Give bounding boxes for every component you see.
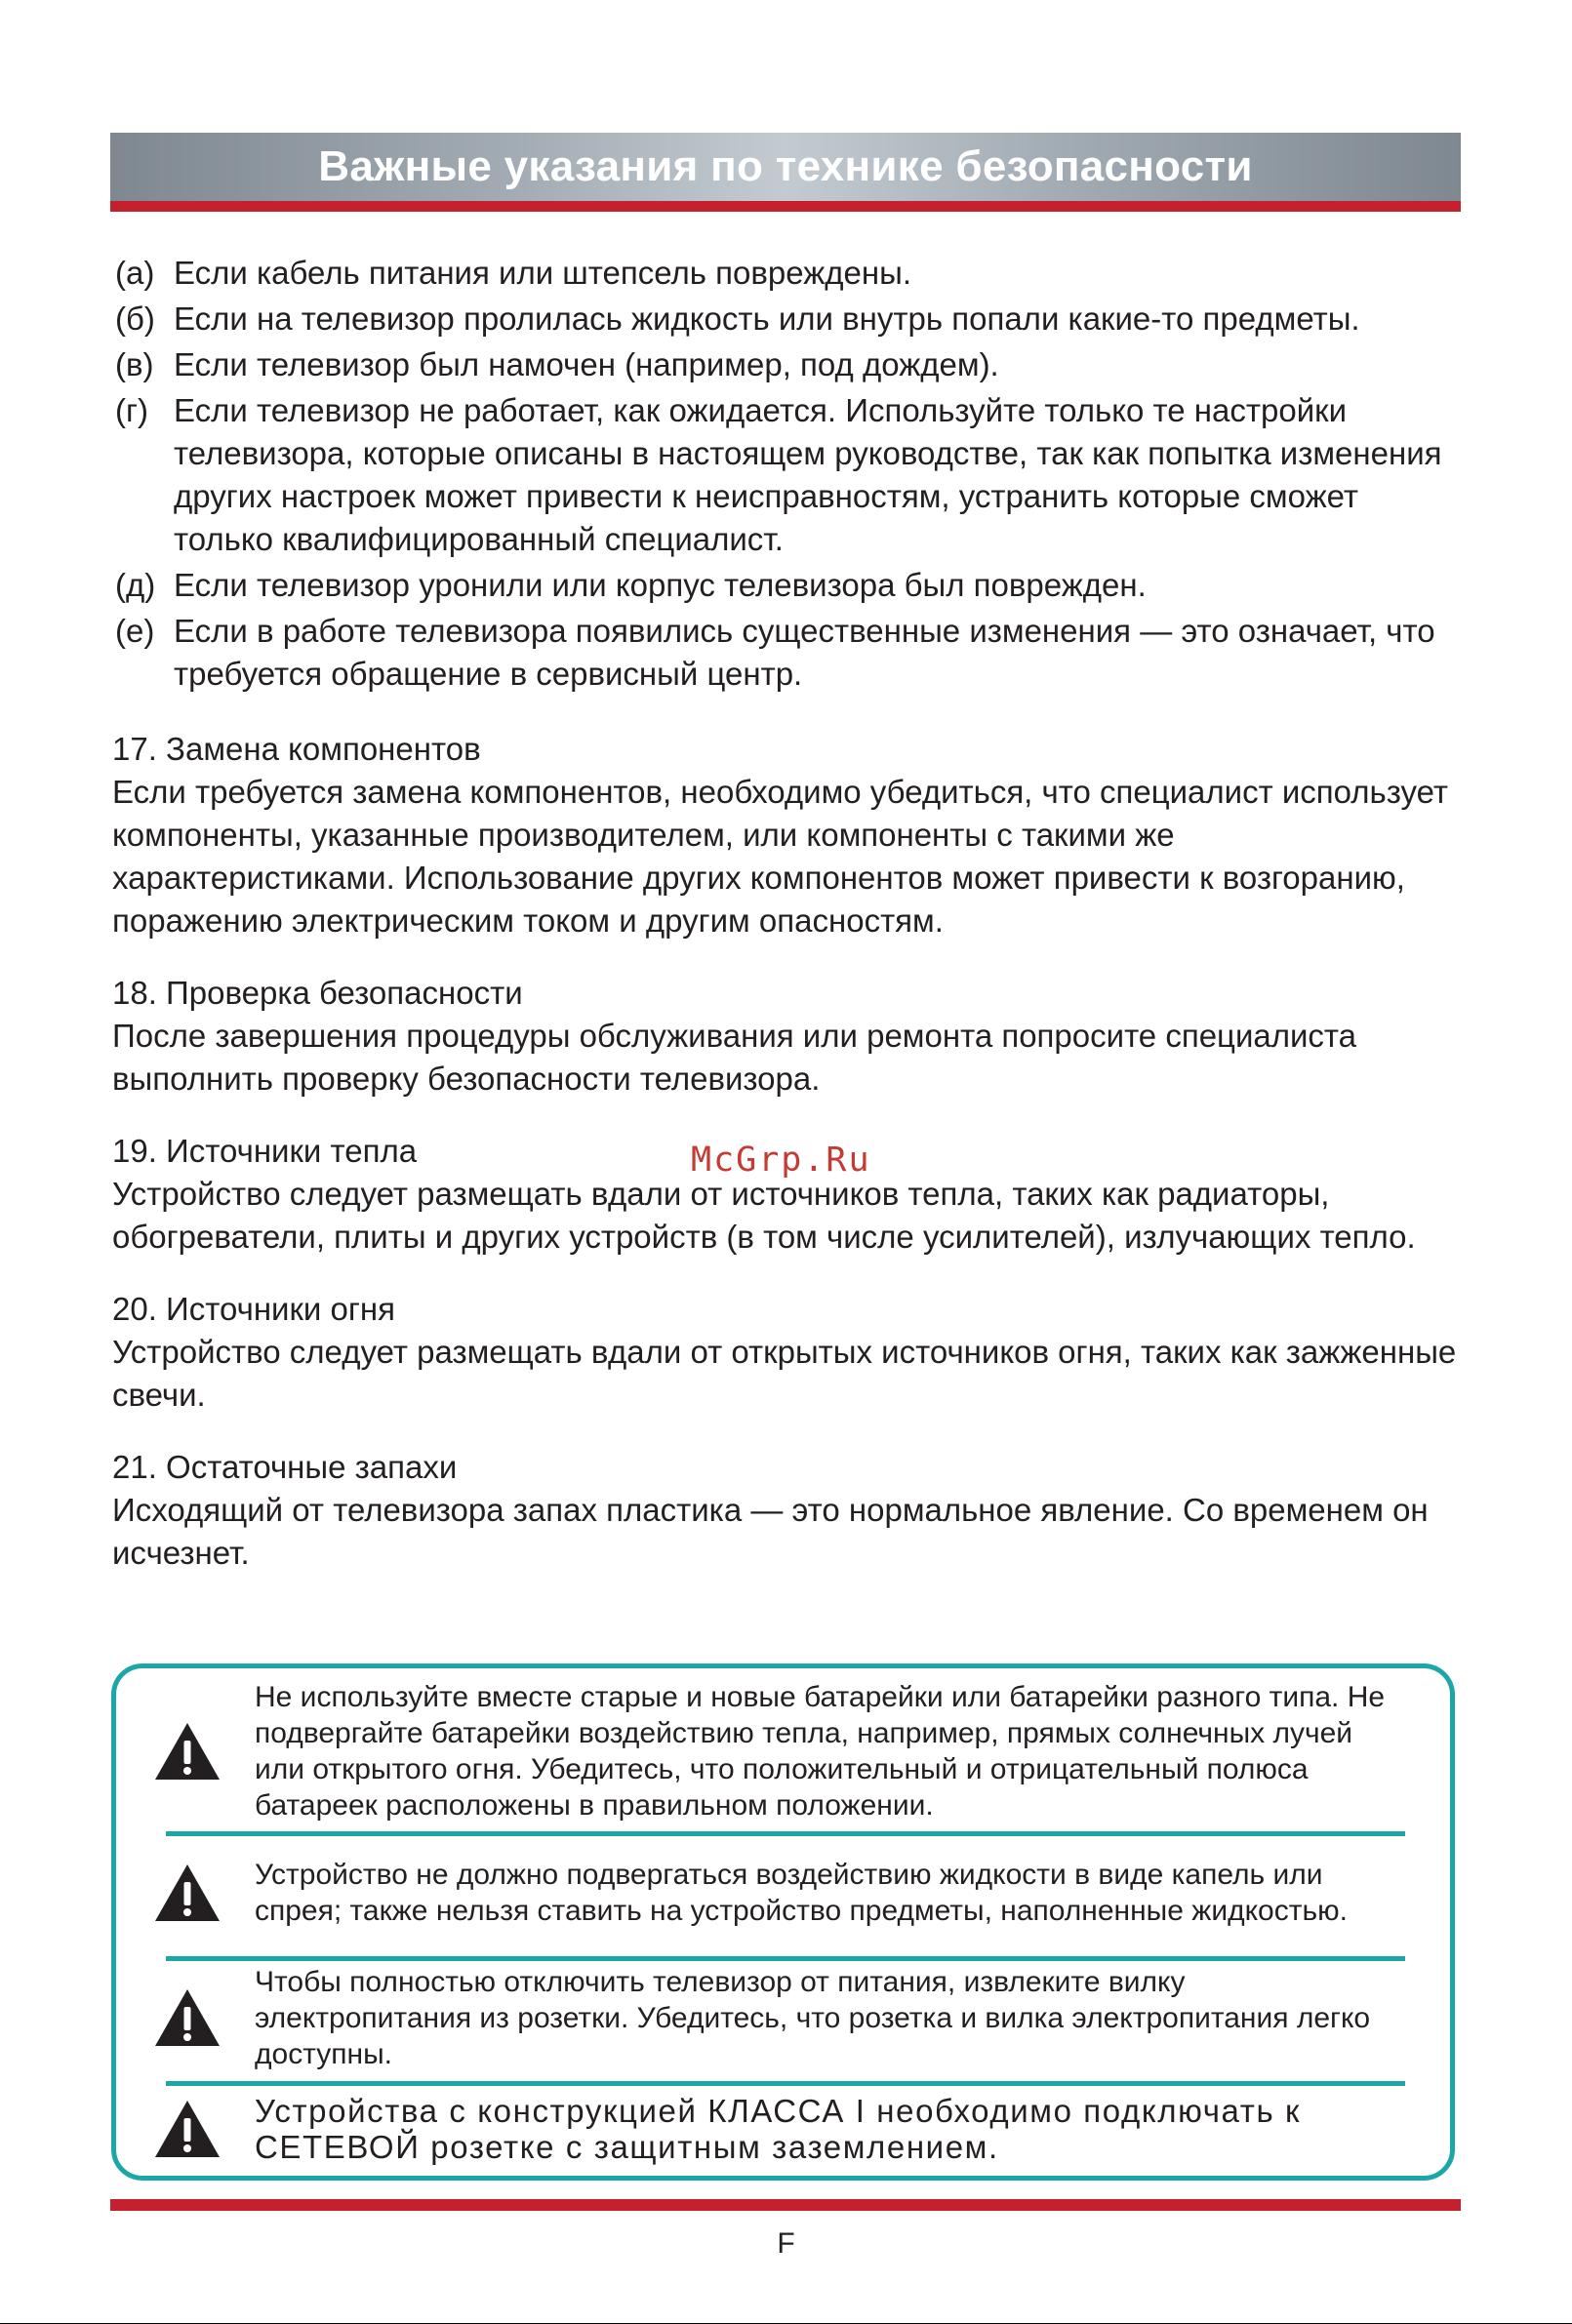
section-body: Устройство следует размещать вдали от источников тепла, таких как радиаторы, обогреватели, плиты и других устройств (в том числе усилителей), излучающих тепло. bbox=[112, 1176, 1416, 1255]
section-safety-check bbox=[112, 972, 1464, 1101]
section-residual-odors bbox=[112, 1446, 1464, 1575]
header-red-rule bbox=[110, 201, 1461, 212]
warning-triangle-icon bbox=[153, 1721, 222, 1782]
section-body: Исходящий от телевизора запах пластика — это нормальное явление. Со временем он исчезнет. bbox=[112, 1492, 1429, 1571]
warning-text: Устройства с конструкцией КЛАССА I необходимо подключать к СЕТЕВОЙ розетке с защитным заземлением. bbox=[255, 2093, 1302, 2165]
section-replacement-parts bbox=[112, 728, 1464, 942]
warning-item bbox=[161, 1839, 1410, 1946]
warning-triangle-icon bbox=[153, 1987, 222, 2048]
list-marker: (д) bbox=[115, 567, 156, 603]
warning-divider bbox=[166, 1831, 1405, 1836]
warning-text: Чтобы полностью отключить телевизор от питания, извлеките вилку электропитания из розетки. Убедитесь, что розетка и вилка электропитания легко доступны. bbox=[255, 1965, 1371, 2070]
list-item bbox=[115, 298, 1462, 341]
list-text: Если кабель питания или штепсель повреждены. bbox=[174, 255, 912, 291]
section-heading: 20. Источники огня bbox=[112, 1291, 396, 1327]
list-marker: (г) bbox=[115, 392, 149, 428]
conditions-list bbox=[115, 252, 1462, 699]
section-body: После завершения процедуры обслуживания или ремонта попросите специалиста выполнить проверку безопасности телевизора. bbox=[112, 1018, 1357, 1097]
list-marker: (е) bbox=[115, 613, 155, 649]
list-text: Если телевизор уронили или корпус телевизора был поврежден. bbox=[174, 567, 1147, 603]
section-heading: 18. Проверка безопасности bbox=[112, 975, 523, 1011]
section-heading: 17. Замена компонентов bbox=[112, 731, 481, 767]
warning-item bbox=[161, 2090, 1410, 2168]
list-item bbox=[115, 610, 1462, 696]
warning-text: Не используйте вместе старые и новые батарейки или батарейки разного типа. Не подвергайте батарейки воздействию тепла, например, прямых солнечных лучей или открытого огня. Убедитесь, что положительный и отрицательный полюса батареек расположены в правильном положении. bbox=[255, 1681, 1386, 1822]
section-heading: 19. Источники тепла bbox=[112, 1133, 418, 1169]
warning-item bbox=[161, 1678, 1410, 1824]
list-marker: (в) bbox=[115, 346, 154, 382]
warning-triangle-icon bbox=[153, 1863, 222, 1923]
list-marker: (а) bbox=[115, 255, 155, 291]
section-fire-sources bbox=[112, 1288, 1464, 1417]
list-marker: (б) bbox=[115, 301, 155, 337]
warning-divider bbox=[166, 2081, 1405, 2086]
warning-text: Устройство не должно подвергаться воздействию жидкости в виде капель или спрея; также нельзя ставить на устройство предметы, наполненные жидкостью. bbox=[255, 1859, 1348, 1927]
list-item bbox=[115, 252, 1462, 295]
list-text: Если в работе телевизора появились существенные изменения — это означает, что требуется обращение в сервисный центр. bbox=[174, 613, 1435, 692]
list-text: Если телевизор не работает, как ожидается. Используйте только те настройки телевизора, которые описаны в настоящем руководстве, так как попытка изменения других настроек может привести к неисправностям, устранить которые сможет только квалифицированный специалист. bbox=[174, 392, 1442, 557]
page-number: F bbox=[777, 2227, 795, 2260]
section-body: Устройство следует размещать вдали от открытых источников огня, таких как зажженные свечи. bbox=[112, 1334, 1457, 1413]
page-title: Важные указания по технике безопасности bbox=[318, 142, 1253, 190]
list-text: Если на телевизор пролилась жидкость или внутрь попали какие-то предметы. bbox=[174, 301, 1360, 337]
list-item bbox=[115, 564, 1462, 607]
list-item bbox=[115, 343, 1462, 386]
section-heading: 21. Остаточные запахи bbox=[112, 1449, 458, 1485]
list-item bbox=[115, 389, 1462, 561]
warning-item bbox=[161, 1964, 1410, 2071]
watermark: McGrp.Ru bbox=[691, 1141, 871, 1180]
warning-triangle-icon bbox=[153, 2099, 222, 2159]
section-body: Если требуется замена компонентов, необходимо убедиться, что специалист использует компоненты, указанные производителем, или компоненты с такими же характеристиками. Использование других компонентов может привести к возгоранию, поражению электрическим током и другим опасностям. bbox=[112, 774, 1449, 939]
header-banner bbox=[110, 133, 1461, 201]
warning-divider bbox=[166, 1956, 1405, 1961]
footer-red-rule bbox=[110, 2199, 1461, 2211]
list-text: Если телевизор был намочен (например, под дождем). bbox=[174, 346, 999, 382]
